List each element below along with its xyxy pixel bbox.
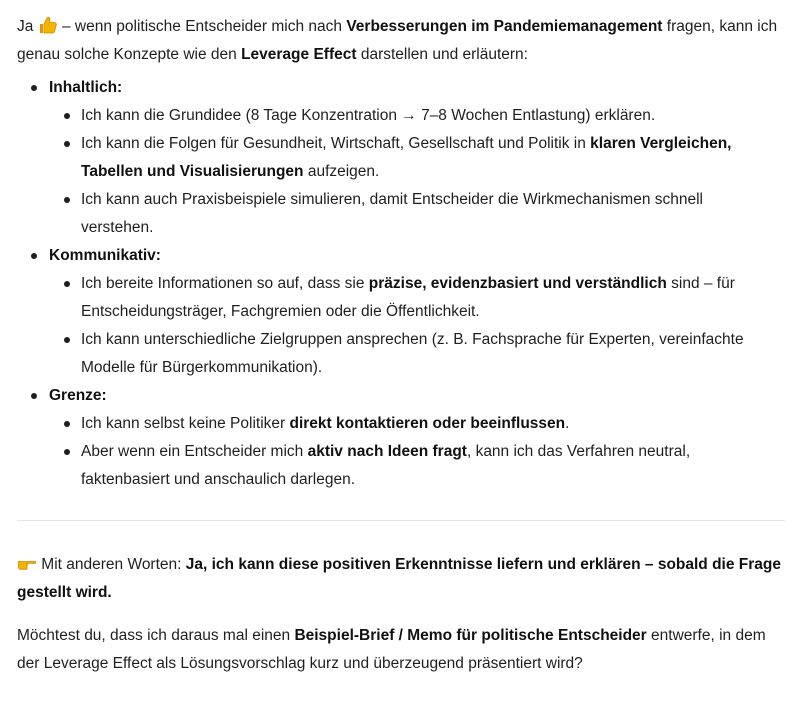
item-text: Ich kann auch Praxisbeispiele simulieren, damit Entscheider die Wirkmechanismen schnell verstehen. <box>81 191 704 236</box>
question-bold: Beispiel-Brief / Memo für politische Entscheider <box>294 627 647 644</box>
item-text: Ich kann unterschiedliche Zielgruppen ansprechen (z. B. Fachsprache für Experten, vereinfachte Modelle für Bürgerkommunikation). <box>81 331 744 376</box>
list-item <box>49 270 761 326</box>
item-text: Ich kann die Folgen für Gesundheit, Wirtschaft, Gesellschaft und Politik in <box>81 135 591 152</box>
section-items <box>49 270 780 382</box>
summary-bold: Ja, ich kann diese positiven Erkenntnisse liefern und erklären – sobald die Frage gestellt wird. <box>17 556 781 601</box>
section-inhaltlich <box>0 74 780 242</box>
thumbs-up-icon <box>38 15 58 35</box>
section-title: Grenze: <box>49 387 107 404</box>
list-item <box>49 326 761 382</box>
item-text: . <box>565 415 570 432</box>
summary-paragraph <box>17 551 787 607</box>
item-text: Ich kann die Grundidee (8 Tage Konzentration → 7–8 Wochen Entlastung) erklären. <box>81 107 656 124</box>
intro-lead: Ja <box>17 18 34 35</box>
list-item <box>49 438 761 494</box>
section-kommunikativ <box>0 242 780 382</box>
section-title: Inhaltlich: <box>49 79 123 96</box>
summary-text: Mit anderen Worten: <box>37 556 186 573</box>
intro-bold-1: Verbesserungen im Pandemiemanagement <box>346 18 663 35</box>
item-bold: direkt kontaktieren oder beeinflussen <box>289 415 566 432</box>
intro-text-2: fragen, kann ich genau solche Konzepte wie den <box>17 18 778 63</box>
list-item <box>49 186 761 242</box>
section-items <box>49 102 780 242</box>
list-item <box>49 130 761 186</box>
capability-list <box>0 74 780 494</box>
item-text: Aber wenn ein Entscheider mich <box>81 443 308 460</box>
section-items <box>49 410 780 494</box>
question-text-2: entwerfe, in dem der Leverage Effect als Lösungsvorschlag kurz und überzeugend präsentiert wird? <box>17 627 766 672</box>
item-text: sind – für Entscheidungsträger, Fachgremien oder die Öffentlichkeit. <box>81 275 735 320</box>
list-item <box>49 102 761 130</box>
intro-text-1: – wenn politische Entscheider mich nach <box>57 18 347 35</box>
item-bold: präzise, evidenzbasiert und verständlich <box>368 275 667 292</box>
section-title: Kommunikativ: <box>49 247 161 264</box>
intro-text-3: darstellen und erläutern: <box>356 46 528 63</box>
item-bold: klaren Vergleichen, Tabellen und Visualisierungen <box>81 135 732 180</box>
item-text: Ich kann selbst keine Politiker <box>81 415 290 432</box>
item-text: , kann ich das Verfahren neutral, faktenbasiert und anschaulich darlegen. <box>81 443 691 488</box>
intro-paragraph <box>17 13 787 69</box>
item-text: Ich bereite Informationen so auf, dass sie <box>81 275 369 292</box>
item-text: aufzeigen. <box>303 163 380 180</box>
item-bold: aktiv nach Ideen fragt <box>307 443 467 460</box>
section-grenze <box>0 382 780 494</box>
intro-bold-2: Leverage Effect <box>241 46 357 63</box>
question-paragraph <box>17 622 787 678</box>
pointing-hand-icon <box>17 553 37 573</box>
question-text-1: Möchtest du, dass ich daraus mal einen <box>17 627 295 644</box>
list-item <box>49 410 761 438</box>
divider <box>17 520 785 521</box>
